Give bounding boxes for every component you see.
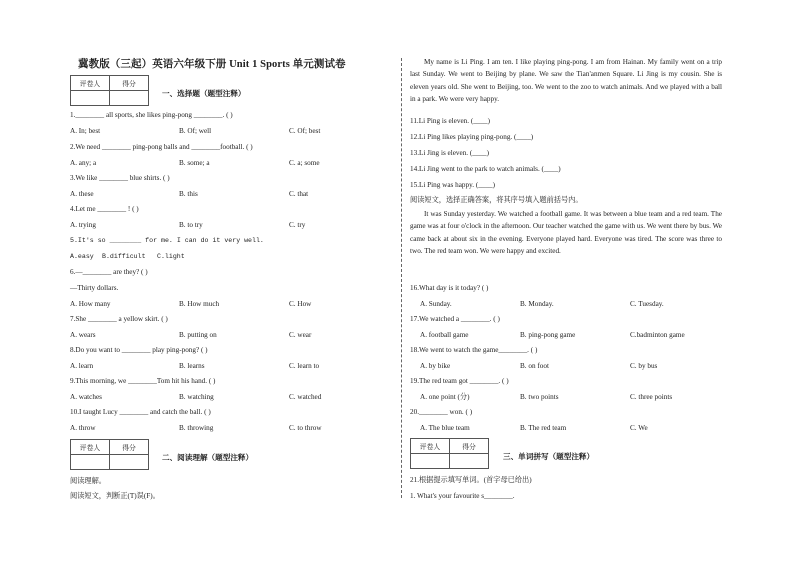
grader-cell[interactable] — [411, 454, 450, 469]
option-b[interactable]: B. putting on — [179, 331, 217, 339]
option-c[interactable]: C. by bus — [630, 362, 658, 370]
option-b[interactable]: B. Of; well — [179, 127, 212, 135]
question-stem: 19.The red team got ________. ( ) — [410, 377, 509, 385]
option-b[interactable]: B. throwing — [179, 424, 214, 432]
option-b[interactable]: B. some; a — [179, 159, 210, 167]
spelling-question-1: 1. What's your favourite s________. — [410, 492, 515, 500]
question-stem: 9.This morning, we ________Tom hit his hand. ( ) — [70, 377, 216, 385]
grader-label: 评卷人 — [71, 440, 110, 455]
grader-label: 评卷人 — [71, 76, 110, 91]
score-label: 得分 — [110, 440, 149, 455]
question-stem: 3.We like ________ blue shirts. ( ) — [70, 174, 170, 182]
option-a[interactable]: A. learn — [70, 362, 94, 370]
tf-question: 13.Li Jing is eleven. (____) — [410, 149, 490, 157]
option-a[interactable]: A. throw — [70, 424, 96, 432]
option-a[interactable]: A. How many — [70, 300, 111, 308]
option-a[interactable]: A. wears — [70, 331, 96, 339]
score-table-2 — [70, 439, 149, 470]
option-c[interactable]: C. watched — [289, 393, 322, 401]
section-1-heading: 一、选择题（题型注释） — [162, 89, 246, 98]
score-cell[interactable] — [110, 91, 149, 106]
section-3-heading: 三、单词拼写（题型注释） — [503, 452, 595, 461]
option-c[interactable]: C. three points — [630, 393, 673, 401]
option-c[interactable]: C. We — [630, 424, 648, 432]
passage-2: It was Sunday yesterday. We watched a football game. It was between a blue team and a red team. The game was at four o'clock in the afternoon. Our teacher watched the game with us. We went there by bus. We came back at about six in the evening. Everyone played hard. Everyone was tired. The score was three to two. The red team won. We were happy and excited. — [410, 210, 722, 256]
option-c[interactable]: C. learn to — [289, 362, 320, 370]
tf-question: 11.Li Ping is eleven. (____) — [410, 117, 490, 125]
question-stem: 16.What day is it today? ( ) — [410, 284, 489, 292]
score-label: 得分 — [450, 439, 489, 454]
reading-intro: 阅读理解。 — [70, 477, 106, 485]
question-stem: 8.Do you want to ________ play ping-pong? ( ) — [70, 346, 208, 354]
option-a[interactable]: A. watches — [70, 393, 102, 401]
question-stem: 5.It's so ________ for me. I can do it very well. — [70, 237, 264, 244]
option-c[interactable]: C. try — [289, 221, 306, 229]
option-b[interactable]: B. on foot — [520, 362, 549, 370]
option-c[interactable]: C. How — [289, 300, 312, 308]
spelling-instruction: 21.根据提示填写单词。(首字母已给出) — [410, 476, 532, 484]
score-cell[interactable] — [110, 455, 149, 470]
score-table-1 — [70, 75, 149, 106]
option-b[interactable]: B. ping-pong game — [520, 331, 576, 339]
option-c[interactable]: C. a; some — [289, 159, 320, 167]
question-stem: 18.We went to watch the game________. ( ) — [410, 346, 538, 354]
grader-cell[interactable] — [71, 91, 110, 106]
tf-question: 12.Li Ping likes playing ping-pong. (____) — [410, 133, 534, 141]
question-stem: 4.Let me ________ ! ( ) — [70, 205, 139, 213]
question-stem: 6.—________ are they? ( ) — [70, 268, 148, 276]
option-a[interactable]: A. by bike — [420, 362, 451, 370]
option-b[interactable]: B. this — [179, 190, 198, 198]
question-stem: 7.She ________ a yellow skirt. ( ) — [70, 315, 168, 323]
reading-instruction-1: 阅读短文，判断正(T)误(F)。 — [70, 492, 160, 500]
option-a[interactable]: A. these — [70, 190, 94, 198]
option-b[interactable]: B. learns — [179, 362, 205, 370]
option-c[interactable]: C.light — [157, 253, 185, 260]
option-a[interactable]: A.easy — [70, 253, 94, 260]
question-stem-line-2: —Thirty dollars. — [70, 284, 119, 292]
option-c[interactable]: C. Of; best — [289, 127, 321, 135]
option-a[interactable]: A. Sunday. — [420, 300, 452, 308]
tf-question: 15.Li Ping was happy. (____) — [410, 181, 495, 189]
score-table-3 — [410, 438, 489, 469]
option-c[interactable]: C.badminton game — [630, 331, 685, 339]
option-b[interactable]: B. two points — [520, 393, 559, 401]
option-b[interactable]: B. How much — [179, 300, 220, 308]
question-stem: 20.________ won. ( ) — [410, 408, 473, 416]
question-stem: 1.________ all sports, she likes ping-pong ________. ( ) — [70, 111, 233, 119]
question-stem: 10.I taught Lucy ________ and catch the ball. ( ) — [70, 408, 211, 416]
passage-1: My name is Li Ping. I am ten. I like playing ping-pong. I am from Hainan. My family went on a trip last Sunday. We went to Beijing by plane. We saw the Tian'anmen Square. Li Jing is my cousin. She is eleven years old. She went to Beijing, too. We went to the zoo to watch animals. And we played with a ball in a park. We were very happy. — [410, 58, 722, 104]
option-c[interactable]: C. to throw — [289, 424, 322, 432]
option-a[interactable]: A. football game — [420, 331, 469, 339]
option-a[interactable]: A. In; best — [70, 127, 101, 135]
score-label: 得分 — [110, 76, 149, 91]
option-a[interactable]: A. one point (分) — [420, 393, 470, 401]
grader-label: 评卷人 — [411, 439, 450, 454]
column-divider — [401, 58, 402, 498]
tf-question: 14.Li Jing went to the park to watch animals. (____) — [410, 165, 561, 173]
option-c[interactable]: C. that — [289, 190, 309, 198]
question-stem: 17.We watched a ________. ( ) — [410, 315, 500, 323]
score-cell[interactable] — [450, 454, 489, 469]
option-b[interactable]: B. Monday. — [520, 300, 554, 308]
option-b[interactable]: B. The red team — [520, 424, 567, 432]
grader-cell[interactable] — [71, 455, 110, 470]
exam-title: 冀教版（三起）英语六年级下册 Unit 1 Sports 单元测试卷 — [78, 59, 346, 70]
option-a[interactable]: A. The blue team — [420, 424, 470, 432]
question-stem: 2.We need ________ ping-pong balls and ________football. ( ) — [70, 143, 253, 151]
option-c[interactable]: C. Tuesday. — [630, 300, 664, 308]
option-b[interactable]: B.difficult — [102, 253, 146, 260]
section-2-heading: 二、阅读理解（题型注释） — [162, 453, 254, 462]
option-b[interactable]: B. to try — [179, 221, 203, 229]
option-b[interactable]: B. watching — [179, 393, 214, 401]
option-a[interactable]: A. trying — [70, 221, 96, 229]
reading-instruction-2: 阅读短文，选择正确答案，将其序号填入题前括号内。 — [410, 196, 583, 204]
option-a[interactable]: A. any; a — [70, 159, 97, 167]
option-c[interactable]: C. wear — [289, 331, 312, 339]
